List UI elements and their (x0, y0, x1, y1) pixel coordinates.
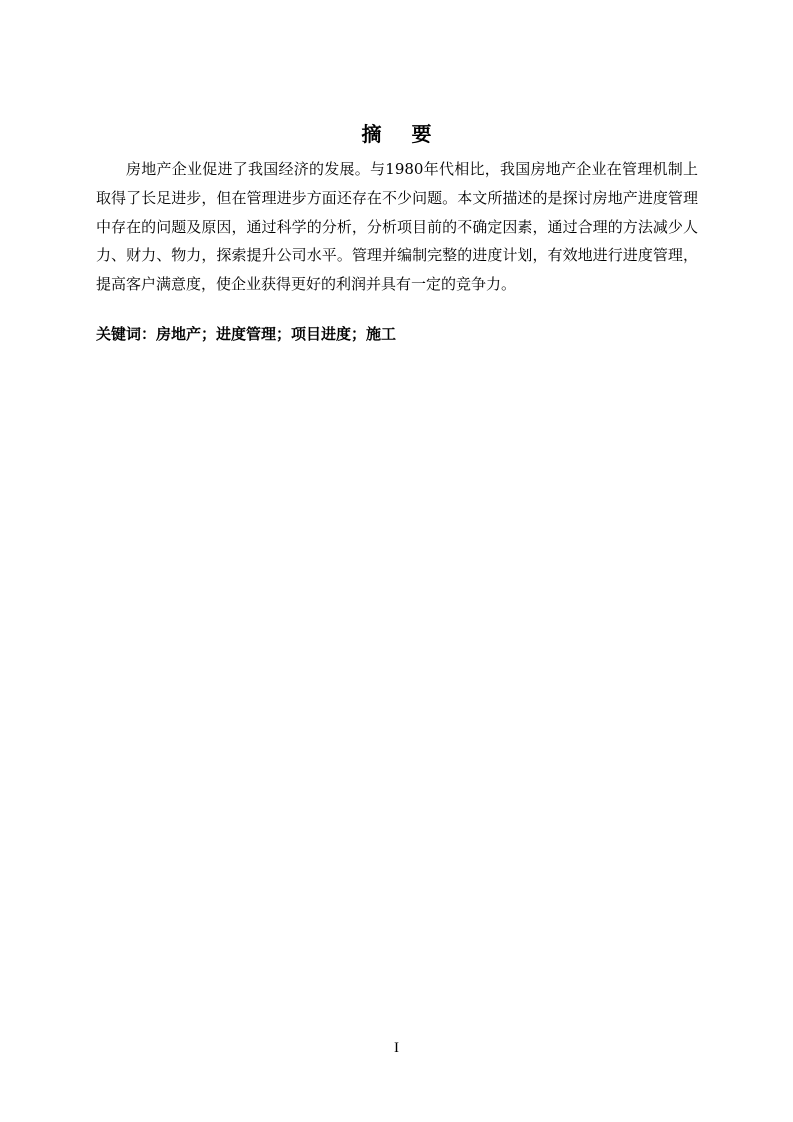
abstract-title: 摘要 (361, 122, 462, 146)
keywords-line: 关键词：房地产；进度管理；项目进度；施工 (96, 325, 397, 343)
abstract-body: 房地产企业促进了我国经济的发展。与1980年代相比，我国房地产企业在管理机制上取得了长足进步，但在管理进步方面还存在不少问题。本文所描述的是探讨房地产进度管理中存在的问题及原因，通过科学的分析，分析项目前的不确定因素，通过合理的方法减少人力、财力、物力，探索提升公司水平。管理并编制完整的进度计划，有效地进行进度管理，提高客户满意度，使企业获得更好的利润并具有一定的竞争力。 (96, 160, 698, 294)
page-number: I (394, 1040, 399, 1056)
